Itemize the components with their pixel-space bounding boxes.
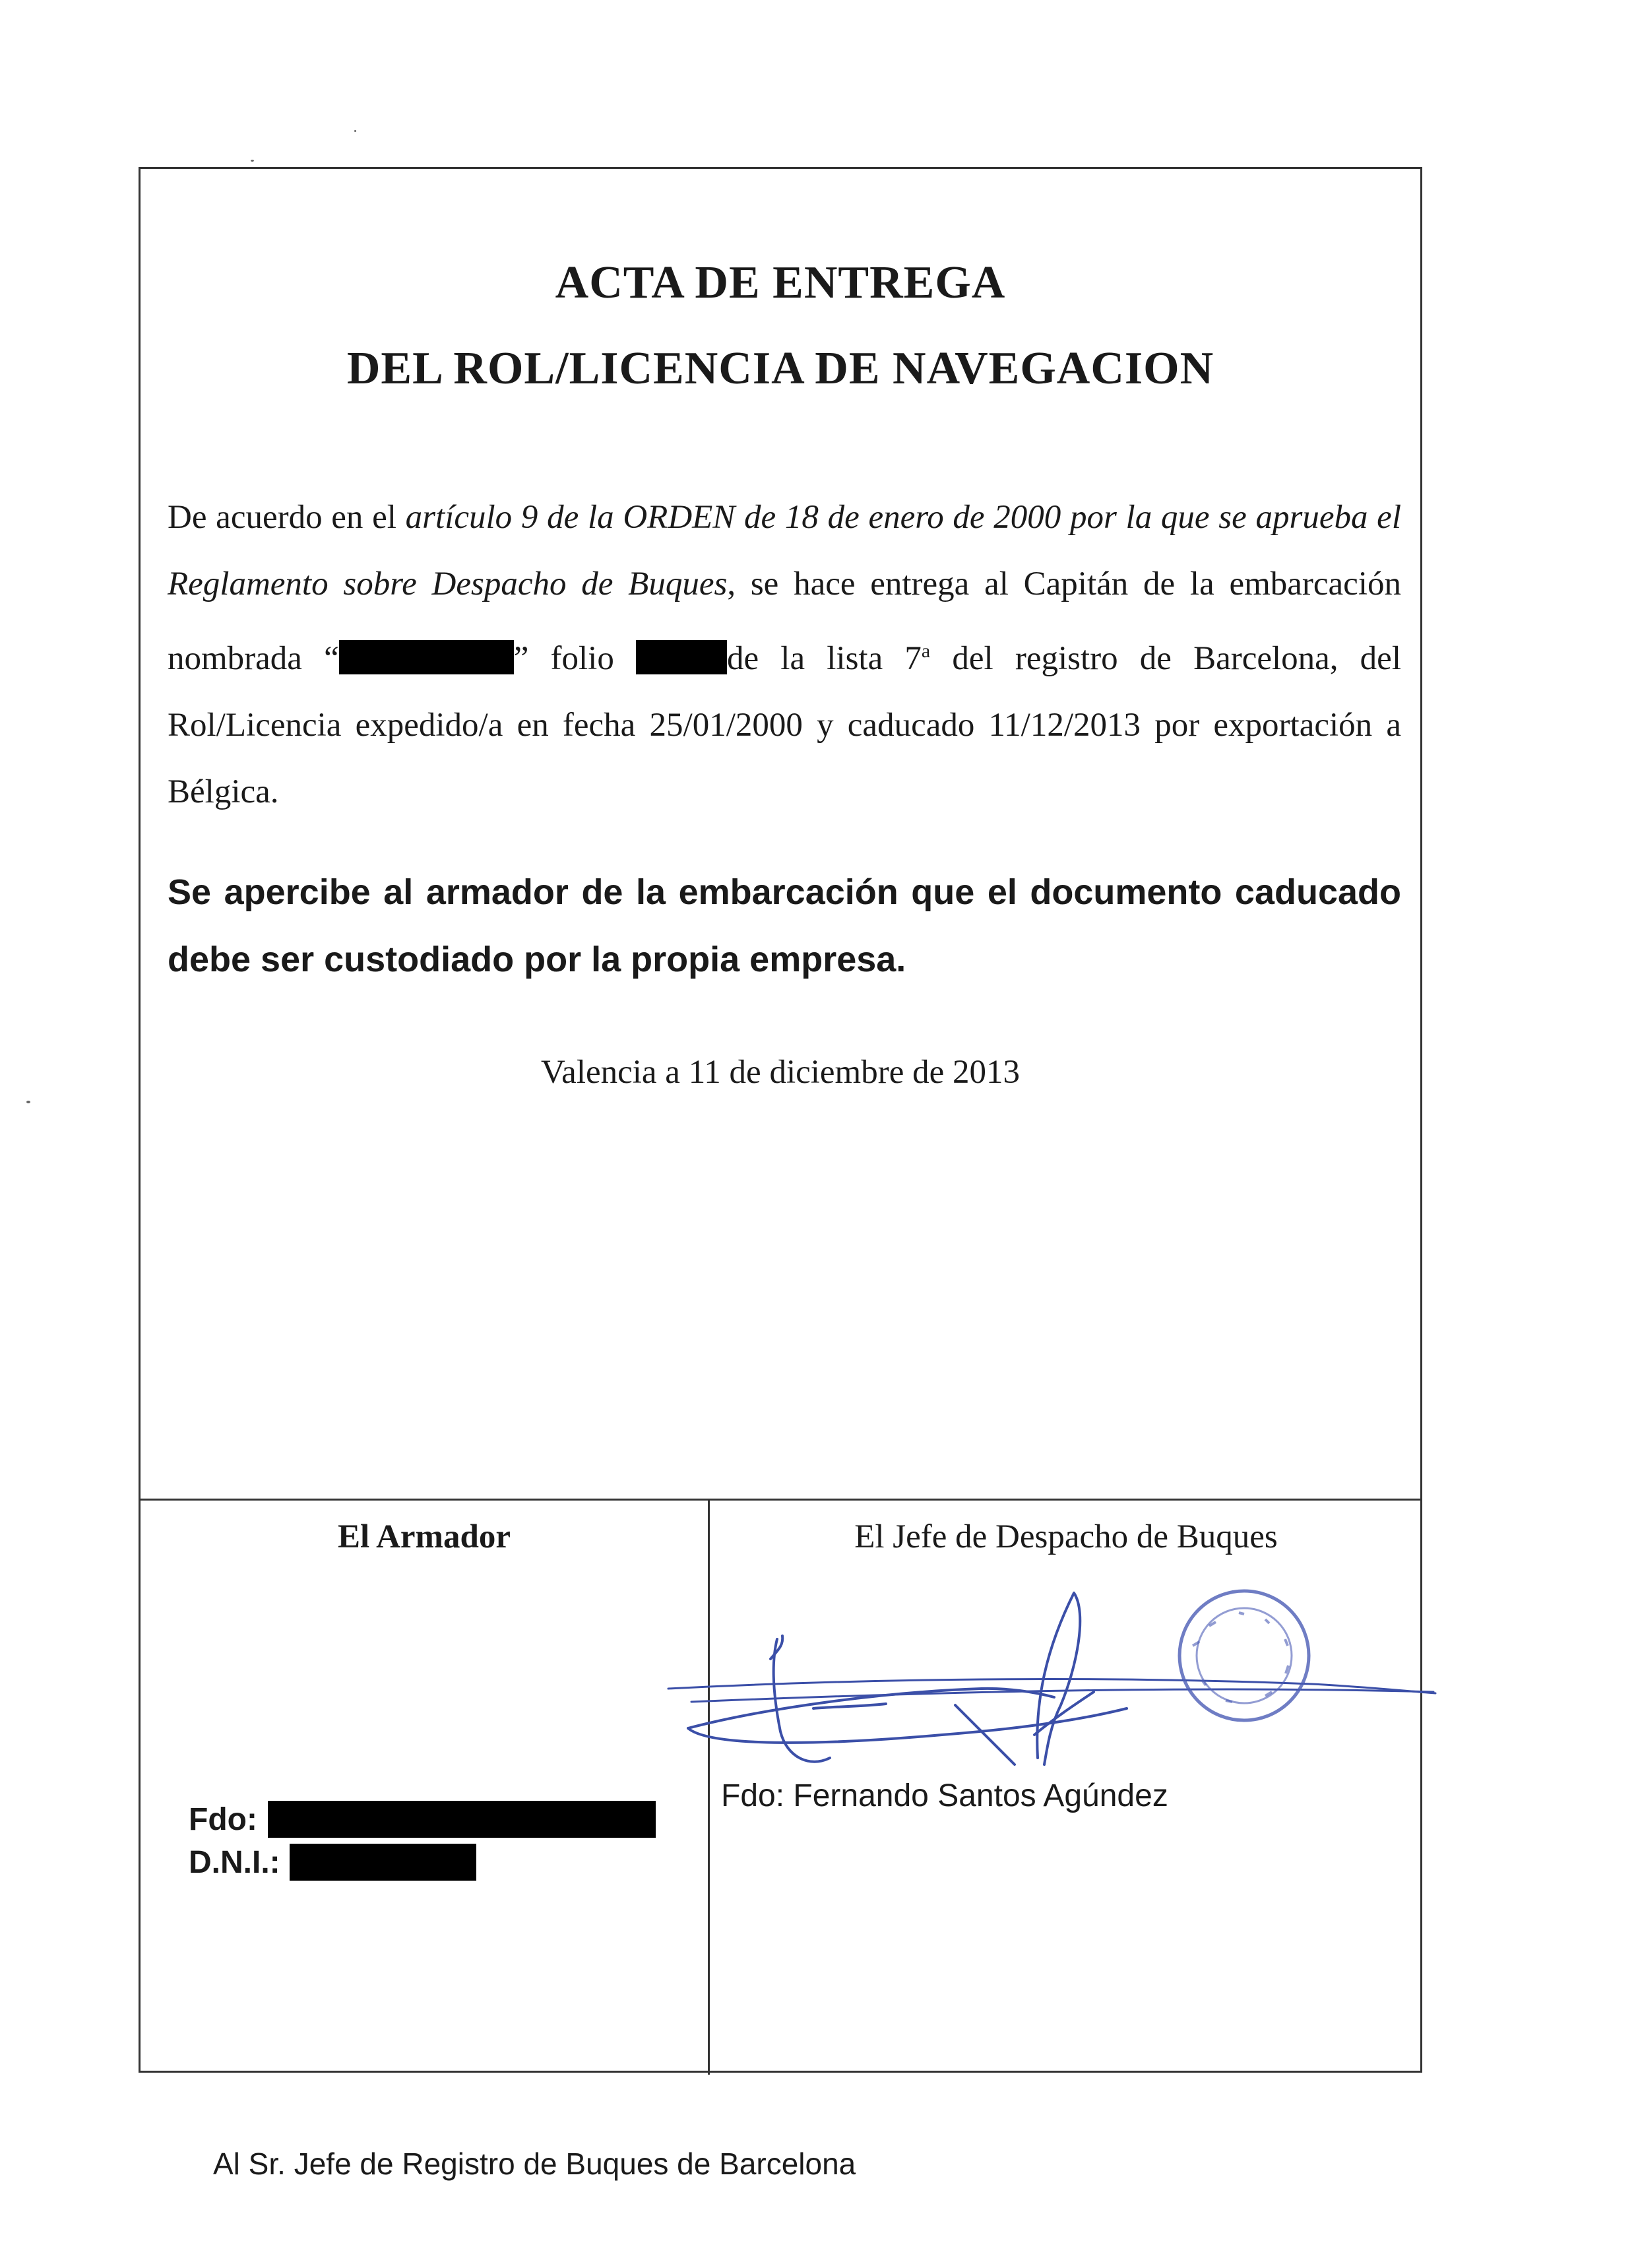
superscript: a: [921, 640, 931, 662]
body-text: , se hace entrega al Capitán de la embarcación nombrada “: [168, 566, 1401, 677]
scan-speck: [251, 160, 254, 162]
body-text: del registro de Barcelona, del Rol/Licencia expedido/a en fecha 25/01/2000 y caducado 11/12/2013 por exportación a Bélgica.: [168, 640, 1401, 810]
body-text: de la lista 7: [726, 640, 922, 677]
owner-signed-by: [189, 1801, 656, 1838]
document-subtitle: DEL ROL/LICENCIA DE NAVEGACION: [346, 343, 1214, 394]
chief-signed-by: Fdo: Fernando Santos Agúndez: [721, 1778, 1168, 1813]
redacted-owner-name: [268, 1801, 656, 1838]
signature-table: [141, 1499, 1420, 2075]
handwritten-signature: [665, 1567, 1437, 1784]
owner-heading: El Armador: [337, 1518, 511, 1555]
warning-notice: Se apercibe al armador de la embarcación que el documento caducado debe ser custodiado por la propia empresa.: [168, 872, 1401, 979]
body-paragraph: [168, 484, 1401, 826]
redacted-folio: [636, 640, 727, 674]
place-date: Valencia a 11 de diciembre de 2013: [541, 1054, 1020, 1091]
legal-reference: artículo 9 de la ORDEN de 18 de enero de 2000 por la que se aprueba el Reglamento sobre Despacho de Buques: [168, 499, 1401, 602]
official-stamp: [1180, 1591, 1309, 1720]
dni-label: D.N.I.:: [189, 1844, 280, 1880]
footer-addressee: Al Sr. Jefe de Registro de Buques de Barcelona: [213, 2147, 856, 2181]
fdo-label: Fdo:: [189, 1801, 257, 1837]
owner-id: [189, 1844, 476, 1881]
document-title: ACTA DE ENTREGA: [555, 257, 1006, 308]
body-text: ” folio: [513, 640, 636, 677]
chief-heading: El Jefe de Despacho de Buques: [854, 1518, 1278, 1555]
document-frame: [139, 167, 1422, 2073]
scan-speck: [354, 130, 356, 132]
redacted-vessel-name: [339, 640, 514, 674]
scan-speck: [26, 1101, 30, 1103]
signature-strokes: [668, 1593, 1435, 1765]
redacted-dni: [290, 1844, 476, 1881]
body-text: De acuerdo en el: [168, 499, 406, 536]
